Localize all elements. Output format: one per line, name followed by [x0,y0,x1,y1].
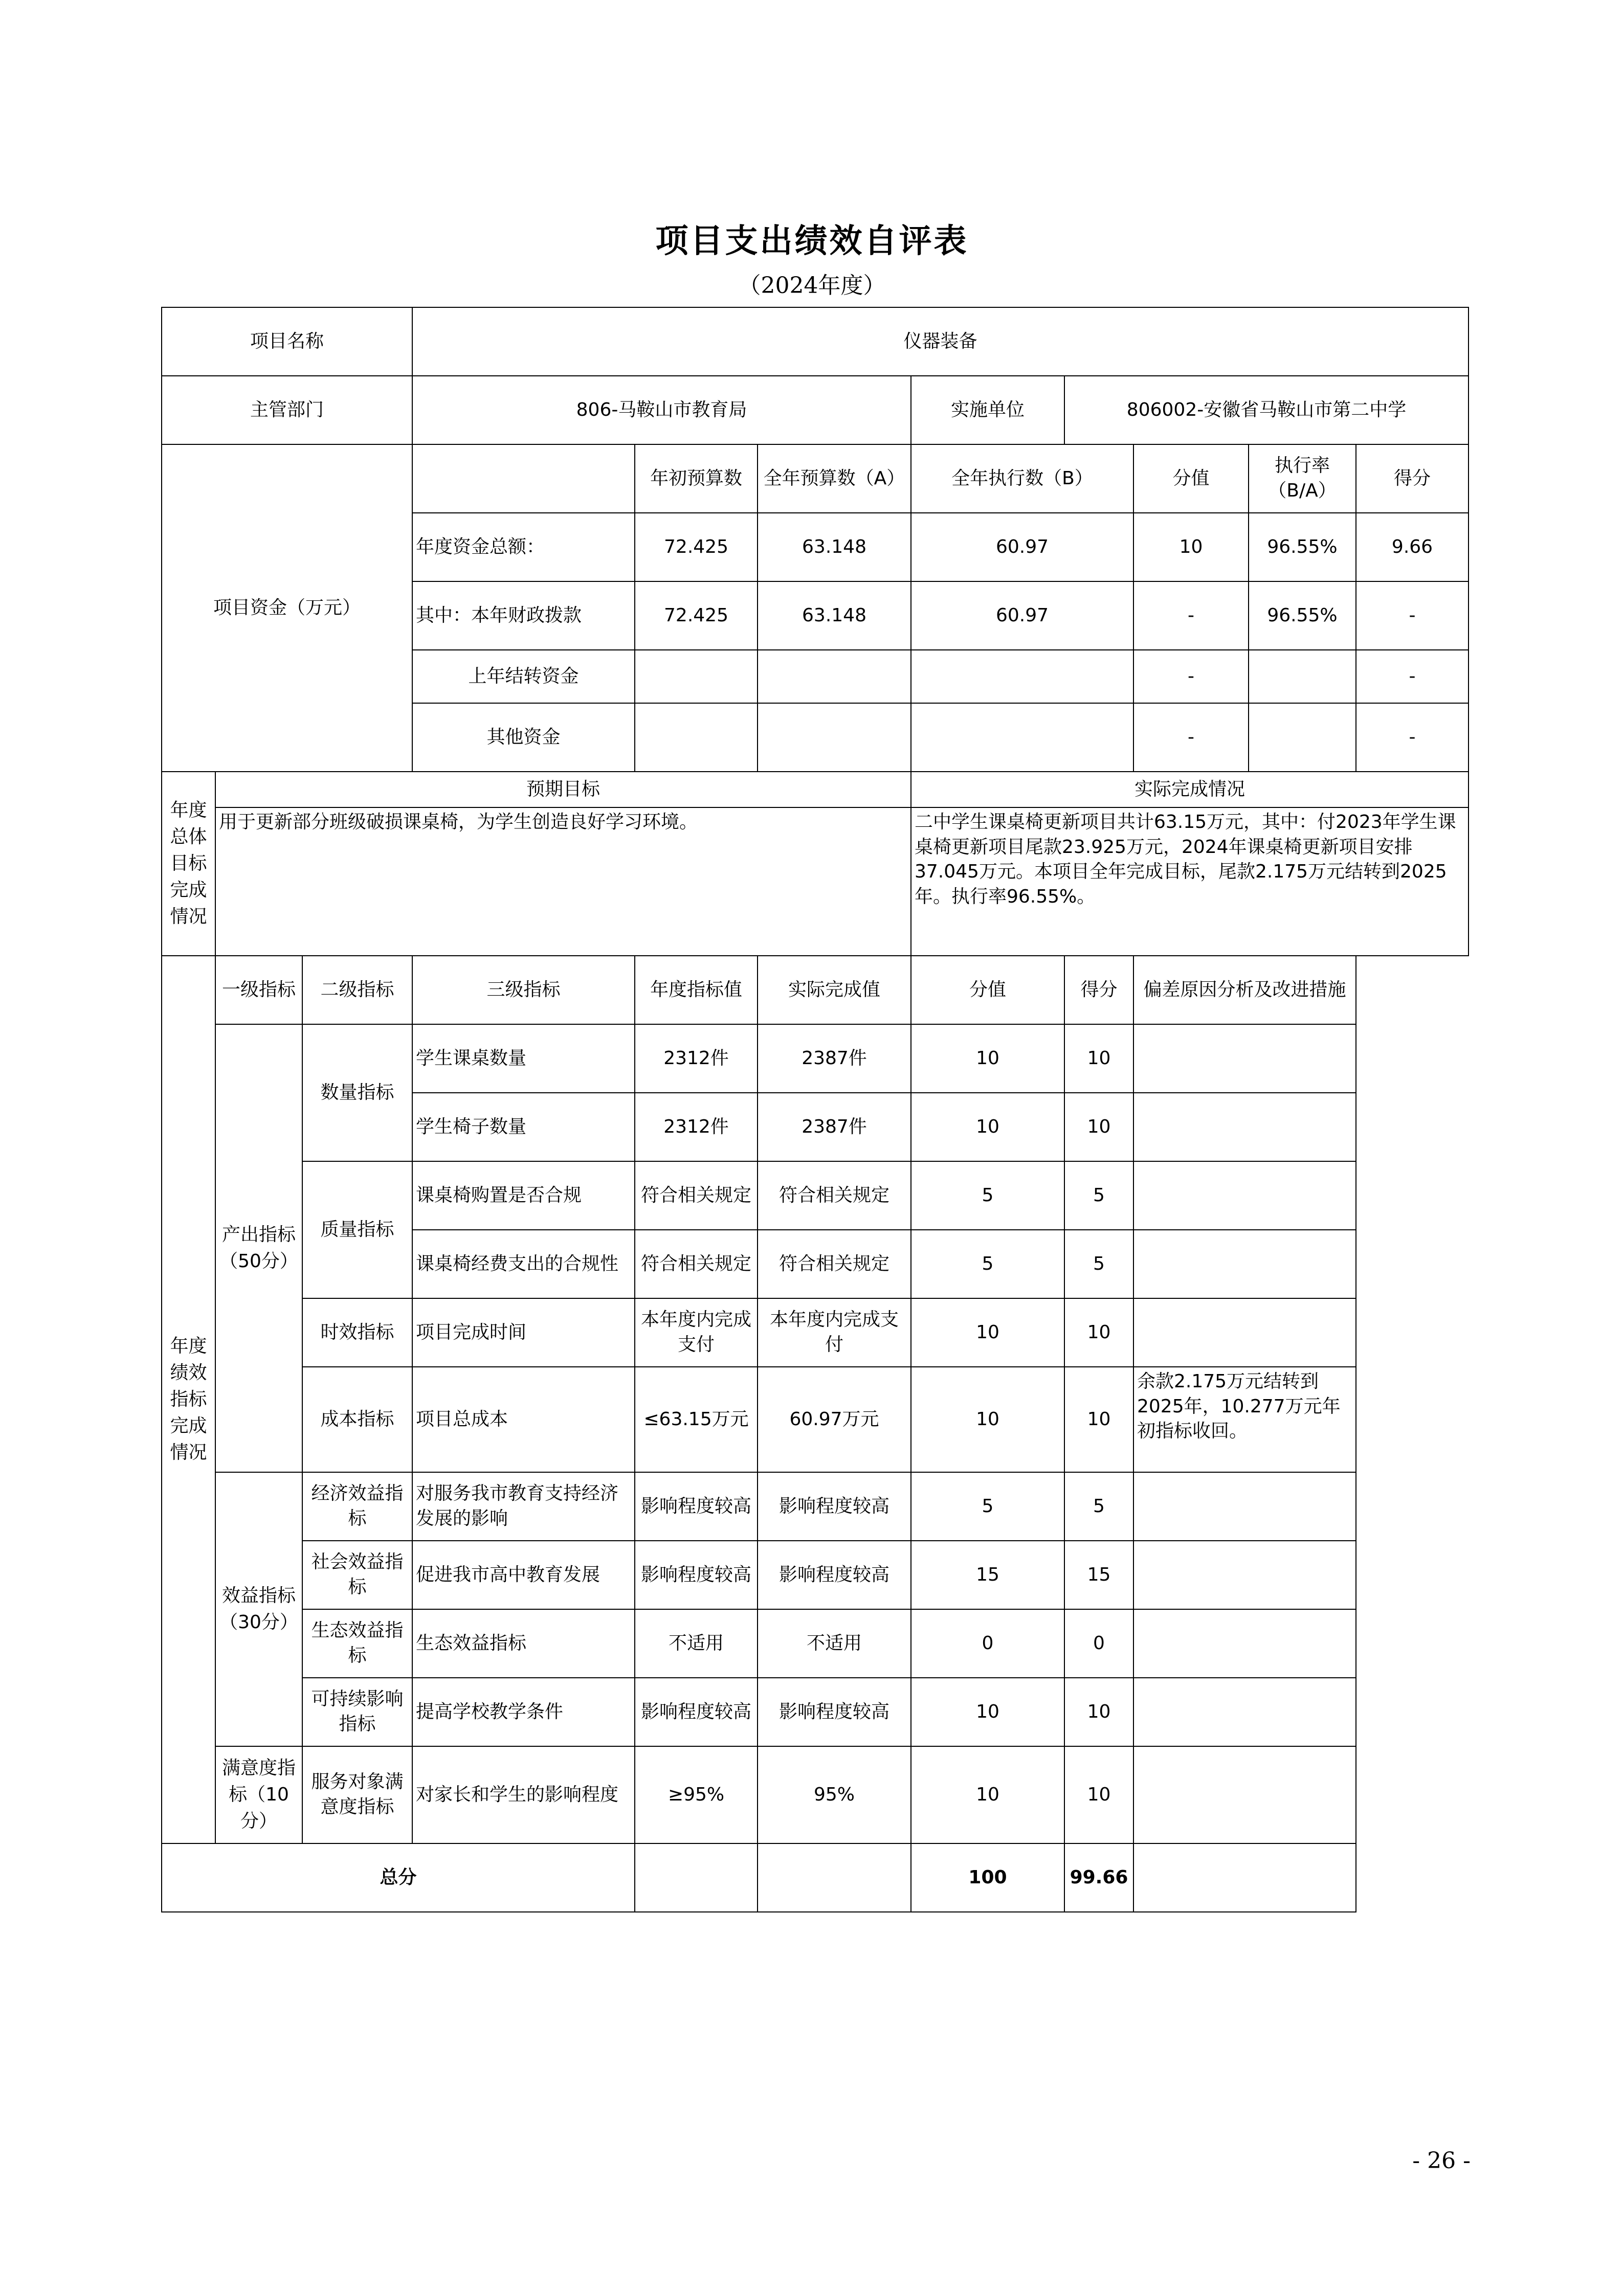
funds-rate: 96.55% [1249,581,1356,650]
funds-rate: 96.55% [1249,513,1356,581]
funds-label: 项目资金（万元） [162,444,412,772]
funds-value: - [1133,703,1249,772]
funds-initial [635,650,758,703]
indicator-row [162,1746,1469,1843]
actual-completion-text: 二中学生课桌椅更新项目共计63.15万元，其中：付2023年学生课桌椅更新项目尾款23.925万元，2024年课桌椅更新项目安排37.045万元。本项目全年完成目标，尾款2.175万元结转到2025年。执行率96.55%。 [911,807,1469,956]
funds-executed [911,650,1133,703]
deviation-cell [1133,1161,1356,1230]
total-target-blank [635,1843,758,1912]
target-cell: 符合相关规定 [635,1161,758,1230]
value-cell: 15 [911,1541,1064,1609]
level3-cell: 提高学校教学条件 [412,1678,635,1746]
col-executed: 全年执行数（B） [911,444,1133,513]
level3-cell: 课桌椅经费支出的合规性 [412,1230,635,1298]
funds-row-label: 年度资金总额： [412,513,635,581]
col-deviation: 偏差原因分析及改进措施 [1133,956,1356,1024]
page-title: 项目支出绩效自评表 [655,222,969,260]
page-subtitle: （2024年度） [738,273,886,299]
col-got: 得分 [1064,956,1133,1024]
deviation-cell [1133,1298,1356,1367]
score-cell: 10 [1064,1024,1133,1093]
funds-row-label: 上年结转资金 [412,650,635,703]
level3-cell: 学生课桌数量 [412,1024,635,1093]
actual-cell: 2387件 [758,1093,911,1161]
deviation-cell [1133,1093,1356,1161]
level2-cell: 生态效益指标 [302,1609,412,1678]
value-cell: 10 [911,1024,1064,1093]
value-cell: 0 [911,1609,1064,1678]
indicator-row [162,1161,1469,1230]
funds-executed: 60.97 [911,513,1133,581]
target-cell: 2312件 [635,1093,758,1161]
actual-cell: 影响程度较高 [758,1678,911,1746]
indicator-row [162,1024,1469,1093]
deviation-cell [1133,1541,1356,1609]
actual-cell: 95% [758,1746,911,1843]
target-cell: ≥95% [635,1746,758,1843]
deviation-cell [1133,1472,1356,1541]
col-exec-rate: 执行率（B/A） [1249,444,1356,513]
level2-cell: 成本指标 [302,1367,412,1472]
indicator-row [162,1298,1469,1367]
total-score: 99.66 [1064,1843,1133,1912]
total-actual-blank [758,1843,911,1912]
target-cell: 符合相关规定 [635,1230,758,1298]
funds-annual [758,703,911,772]
level2-cell: 数量指标 [302,1024,412,1161]
goal-section-label: 年度总体目标完成情况 [162,772,215,956]
implementer-value: 806002-安徽省马鞍山市第二中学 [1064,376,1469,444]
indicator-header-row [162,956,1469,1024]
score-cell: 15 [1064,1541,1133,1609]
level2-cell: 服务对象满意度指标 [302,1746,412,1843]
funds-score: - [1356,650,1469,703]
level2-cell: 时效指标 [302,1298,412,1367]
score-cell: 10 [1064,1678,1133,1746]
indicator-row [162,1609,1469,1678]
funds-rate [1249,650,1356,703]
performance-table [161,307,1469,1912]
deviation-cell [1133,1678,1356,1746]
actual-cell: 2387件 [758,1024,911,1093]
expected-goal-text: 用于更新部分班级破损课桌椅，为学生创造良好学习环境。 [215,807,911,956]
col-target: 年度指标值 [635,956,758,1024]
funds-annual [758,650,911,703]
level1-cell: 效益指标（30分） [215,1472,302,1746]
funds-score: 9.66 [1356,513,1469,581]
actual-cell: 影响程度较高 [758,1541,911,1609]
department-label: 主管部门 [162,376,412,444]
funds-initial [635,703,758,772]
implementer-label: 实施单位 [911,376,1064,444]
level2-cell: 社会效益指标 [302,1541,412,1609]
level3-cell: 课桌椅购置是否合规 [412,1161,635,1230]
target-cell: 2312件 [635,1024,758,1093]
target-cell: ≤63.15万元 [635,1367,758,1472]
col-annual-budget: 全年预算数（A） [758,444,911,513]
indicator-row [162,1678,1469,1746]
level2-cell: 可持续影响指标 [302,1678,412,1746]
department-value: 806-马鞍山市教育局 [412,376,911,444]
funds-row-label: 其他资金 [412,703,635,772]
indicator-row [162,1472,1469,1541]
level2-cell: 经济效益指标 [302,1472,412,1541]
level3-cell: 项目总成本 [412,1367,635,1472]
funds-rate [1249,703,1356,772]
value-cell: 10 [911,1298,1064,1367]
score-cell: 10 [1064,1093,1133,1161]
funds-initial: 72.425 [635,581,758,650]
target-cell: 本年度内完成支付 [635,1298,758,1367]
score-cell: 5 [1064,1230,1133,1298]
funds-executed [911,703,1133,772]
actual-cell: 60.97万元 [758,1367,911,1472]
funds-value: - [1133,650,1249,703]
level3-cell: 对家长和学生的影响程度 [412,1746,635,1843]
funds-initial: 72.425 [635,513,758,581]
actual-cell: 本年度内完成支付 [758,1298,911,1367]
score-cell: 10 [1064,1298,1133,1367]
value-cell: 5 [911,1230,1064,1298]
indicator-section-label: 年度绩效指标完成情况 [162,956,215,1843]
actual-cell: 影响程度较高 [758,1472,911,1541]
target-cell: 影响程度较高 [635,1541,758,1609]
level3-cell: 项目完成时间 [412,1298,635,1367]
project-name-value: 仪器装备 [412,307,1469,376]
target-cell: 不适用 [635,1609,758,1678]
actual-cell: 符合相关规定 [758,1161,911,1230]
value-cell: 10 [911,1746,1064,1843]
value-cell: 10 [911,1093,1064,1161]
funds-value: - [1133,581,1249,650]
actual-cell: 不适用 [758,1609,911,1678]
col-actual: 实际完成值 [758,956,911,1024]
total-row [162,1843,1469,1912]
col-value: 分值 [911,956,1064,1024]
value-cell: 5 [911,1161,1064,1230]
col-level2: 二级指标 [302,956,412,1024]
score-cell: 5 [1064,1161,1133,1230]
funds-annual: 63.148 [758,513,911,581]
value-cell: 10 [911,1678,1064,1746]
total-value: 100 [911,1843,1064,1912]
indicator-row [162,1367,1469,1472]
level1-cell: 满意度指标（10分） [215,1746,302,1843]
funds-score: - [1356,703,1469,772]
value-cell: 5 [911,1472,1064,1541]
deviation-cell [1133,1746,1356,1843]
level3-cell: 生态效益指标 [412,1609,635,1678]
score-cell: 10 [1064,1746,1133,1843]
level3-cell: 促进我市高中教育发展 [412,1541,635,1609]
deviation-cell: 余款2.175万元结转到2025年，10.277万元年初指标收回。 [1133,1367,1356,1472]
value-cell: 10 [911,1367,1064,1472]
total-deviation-blank [1133,1843,1356,1912]
score-cell: 10 [1064,1367,1133,1472]
deviation-cell [1133,1230,1356,1298]
score-cell: 0 [1064,1609,1133,1678]
level2-cell: 质量指标 [302,1161,412,1298]
col-score-value: 分值 [1133,444,1249,513]
level3-cell: 学生椅子数量 [412,1093,635,1161]
score-cell: 5 [1064,1472,1133,1541]
funds-annual: 63.148 [758,581,911,650]
level3-cell: 对服务我市教育支持经济发展的影响 [412,1472,635,1541]
total-label: 总分 [162,1843,635,1912]
actual-completion-header: 实际完成情况 [911,772,1469,807]
deviation-cell [1133,1024,1356,1093]
expected-goal-header: 预期目标 [215,772,911,807]
funds-value: 10 [1133,513,1249,581]
col-initial-budget: 年初预算数 [635,444,758,513]
indicator-row [162,1541,1469,1609]
col-score: 得分 [1356,444,1469,513]
level1-cell: 产出指标（50分） [215,1024,302,1472]
col-level3: 三级指标 [412,956,635,1024]
funds-score: - [1356,581,1469,650]
deviation-cell [1133,1609,1356,1678]
goal-content-row [162,807,1469,956]
col-level1: 一级指标 [215,956,302,1024]
funds-executed: 60.97 [911,581,1133,650]
goal-header-row [162,772,1469,807]
target-cell: 影响程度较高 [635,1472,758,1541]
funds-row-label: 其中：本年财政拨款 [412,581,635,650]
target-cell: 影响程度较高 [635,1678,758,1746]
actual-cell: 符合相关规定 [758,1230,911,1298]
funds-blank-header [412,444,635,513]
project-name-label: 项目名称 [162,307,412,376]
page-number: - 26 - [1412,2148,1471,2174]
